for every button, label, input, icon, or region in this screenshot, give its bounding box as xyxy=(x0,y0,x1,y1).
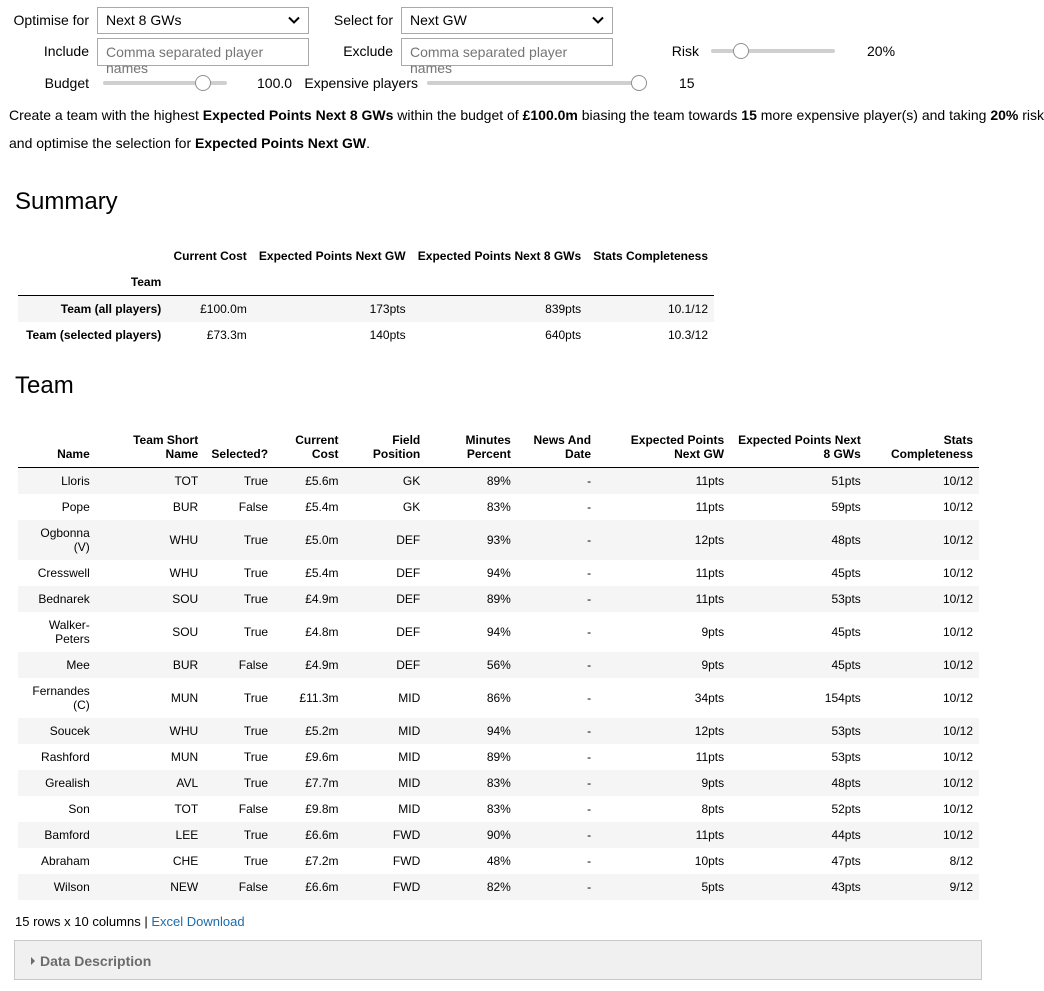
optimise-for-value: Next 8 GWs xyxy=(106,12,182,28)
summary-table xyxy=(18,243,714,348)
player-name: Rashford xyxy=(41,749,90,764)
player-name: Walker-Peters xyxy=(48,617,90,646)
table-cell: £5.4m xyxy=(305,565,339,580)
chevron-down-icon xyxy=(288,14,300,26)
include-input[interactable] xyxy=(97,38,309,76)
table-cell: True xyxy=(243,723,269,738)
table-row xyxy=(18,848,979,874)
table-row xyxy=(18,612,979,652)
summary-title: Summary xyxy=(15,188,118,215)
table-cell: 89% xyxy=(486,473,511,488)
table-cell: MID xyxy=(398,690,421,705)
team-col-header: Team Short Name xyxy=(133,432,199,461)
team-col-header: Stats Completeness xyxy=(890,432,973,461)
table-cell: 10pts xyxy=(694,853,725,868)
table-cell: - xyxy=(587,657,592,672)
table-cell: DEF xyxy=(396,591,421,606)
table-cell: - xyxy=(587,565,592,580)
table-cell: - xyxy=(587,879,592,894)
table-row xyxy=(18,520,979,560)
table-cell: £9.6m xyxy=(305,749,339,764)
table-cell: 48pts xyxy=(831,775,861,790)
table-cell: TOT xyxy=(174,801,199,816)
team-col-header: Current Cost xyxy=(295,432,339,461)
table-cell: True xyxy=(243,473,269,488)
data-description-toggle[interactable] xyxy=(14,940,982,980)
table-cell: 12pts xyxy=(694,532,725,547)
table-cell: False xyxy=(238,879,269,894)
table-cell: 10/12 xyxy=(942,801,973,816)
table-cell: MID xyxy=(398,749,421,764)
table-cell: False xyxy=(238,499,269,514)
team-col-header: Name xyxy=(57,446,90,461)
exclude-placeholder: Comma separated player names xyxy=(410,44,568,76)
table-cell: True xyxy=(243,827,269,842)
table-cell: MID xyxy=(398,775,421,790)
budget-slider[interactable] xyxy=(103,81,227,85)
player-name: Grealish xyxy=(45,775,90,790)
table-row xyxy=(18,796,979,822)
optimise-for-select[interactable] xyxy=(97,7,309,34)
table-cell: 9pts xyxy=(701,624,725,639)
table-row xyxy=(18,678,979,718)
table-cell: TOT xyxy=(174,473,199,488)
table-cell: 94% xyxy=(486,624,511,639)
risk-slider[interactable] xyxy=(711,49,835,53)
description-line-2: and optimise the selection for Expected Points Next GW. xyxy=(9,135,371,151)
table-cell: MUN xyxy=(170,749,199,764)
table-cell: - xyxy=(587,591,592,606)
table-cell: 173pts xyxy=(369,301,406,316)
table-cell: 93% xyxy=(486,532,511,547)
team-table xyxy=(18,427,979,900)
table-cell: 83% xyxy=(486,775,511,790)
table-cell: 10/12 xyxy=(942,690,973,705)
table-cell: 11pts xyxy=(695,749,725,764)
table-cell: - xyxy=(587,801,592,816)
table-cell: £5.0m xyxy=(305,532,339,547)
player-name: Soucek xyxy=(49,723,90,738)
table-cell: AVL xyxy=(176,775,199,790)
player-name: Bednarek xyxy=(38,591,90,606)
player-name: Son xyxy=(68,801,90,816)
table-cell: £7.7m xyxy=(305,775,339,790)
table-cell: - xyxy=(587,775,592,790)
table-cell: 8pts xyxy=(701,801,725,816)
player-name: Ogbonna (V) xyxy=(40,525,90,554)
table-cell: NEW xyxy=(170,879,199,894)
summary-col-header: Expected Points Next GW xyxy=(258,249,406,263)
table-cell: WHU xyxy=(169,565,199,580)
description-line-1: Create a team with the highest Expected Points Next 8 GWs within the budget of £100.0m biasing the team towards 15 more expensive player(s) and taking 20% risk xyxy=(9,107,1044,123)
table-row xyxy=(18,586,979,612)
table-cell: 56% xyxy=(486,657,511,672)
table-cell: True xyxy=(243,532,269,547)
table-cell: - xyxy=(587,473,592,488)
table-cell: 45pts xyxy=(831,565,861,580)
table-cell: £4.9m xyxy=(305,591,339,606)
table-cell: WHU xyxy=(169,532,199,547)
table-cell: True xyxy=(243,624,269,639)
table-cell: SOU xyxy=(172,624,199,639)
table-row xyxy=(18,770,979,796)
table-cell: 10/12 xyxy=(942,565,973,580)
table-cell: 10/12 xyxy=(942,775,973,790)
table-cell: 83% xyxy=(486,801,511,816)
table-cell: 43pts xyxy=(831,879,861,894)
table-cell: £73.3m xyxy=(206,327,247,342)
table-cell: 51pts xyxy=(831,473,861,488)
table-cell: 154pts xyxy=(824,690,861,705)
table-cell: SOU xyxy=(172,591,199,606)
table-row xyxy=(18,744,979,770)
table-cell: WHU xyxy=(169,723,199,738)
table-cell: £9.8m xyxy=(305,801,339,816)
table-cell: 53pts xyxy=(831,749,861,764)
table-cell: 10/12 xyxy=(942,591,973,606)
expensive-players-value: 15 xyxy=(679,75,695,91)
table-cell: £7.2m xyxy=(305,853,339,868)
table-cell: 53pts xyxy=(831,723,861,738)
chevron-down-icon xyxy=(592,14,604,26)
table-cell: 11pts xyxy=(695,473,725,488)
table-cell: 10/12 xyxy=(942,749,973,764)
table-cell: BUR xyxy=(172,499,199,514)
table-cell: £5.2m xyxy=(305,723,339,738)
table-cell: 45pts xyxy=(831,624,861,639)
table-cell: 48pts xyxy=(831,532,861,547)
table-cell: 89% xyxy=(486,591,511,606)
summary-col-header: Current Cost xyxy=(173,249,247,263)
table-cell: £6.6m xyxy=(305,827,339,842)
table-cell: 45pts xyxy=(831,657,861,672)
table-cell: DEF xyxy=(396,532,421,547)
table-cell: 9pts xyxy=(701,775,725,790)
exclude-label: Exclude xyxy=(343,43,393,59)
table-cell: True xyxy=(243,591,269,606)
budget-value: 100.0 xyxy=(257,75,293,91)
table-cell: 11pts xyxy=(695,827,725,842)
table-cell: CHE xyxy=(172,853,199,868)
include-label: Include xyxy=(43,43,89,59)
table-cell: 11pts xyxy=(695,565,725,580)
table-cell: 11pts xyxy=(695,499,725,514)
player-name: Pope xyxy=(61,499,90,514)
table-cell: 11pts xyxy=(695,591,725,606)
budget-slider-handle[interactable] xyxy=(195,75,211,91)
table-cell: LEE xyxy=(175,827,199,842)
summary-row-name: Team (all players) xyxy=(60,301,162,316)
team-col-header: News And Date xyxy=(533,432,592,461)
table-cell: 44pts xyxy=(831,827,861,842)
budget-label: Budget xyxy=(44,75,89,91)
table-cell: DEF xyxy=(396,565,421,580)
expensive-players-slider[interactable] xyxy=(427,81,647,85)
table-cell: FWD xyxy=(392,853,421,868)
table-cell: 12pts xyxy=(694,723,725,738)
summary-col-header: Stats Completeness xyxy=(593,249,708,263)
table-cell: 10/12 xyxy=(942,624,973,639)
table-cell: 83% xyxy=(486,499,511,514)
select-for-value: Next GW xyxy=(410,12,467,28)
table-cell: - xyxy=(587,624,592,639)
table-cell: £11.3m xyxy=(299,690,339,705)
table-cell: 9pts xyxy=(701,657,725,672)
table-cell: FWD xyxy=(392,827,421,842)
table-cell: 9/12 xyxy=(949,879,973,894)
table-cell: 10/12 xyxy=(942,473,973,488)
table-cell: FWD xyxy=(392,879,421,894)
table-cell: £5.4m xyxy=(305,499,339,514)
player-name: Abraham xyxy=(41,853,90,868)
select-for-label: Select for xyxy=(333,12,393,28)
table-cell: MID xyxy=(398,801,421,816)
summary-col-header: Expected Points Next 8 GWs xyxy=(417,249,582,263)
table-cell: 8/12 xyxy=(949,853,973,868)
table-cell: 10/12 xyxy=(942,499,973,514)
table-cell: 94% xyxy=(486,723,511,738)
data-description-label: Data Description xyxy=(40,953,152,969)
table-cell: 52pts xyxy=(831,801,861,816)
player-name: Bamford xyxy=(44,827,90,842)
table-cell: 90% xyxy=(486,827,511,842)
table-cell: MUN xyxy=(170,690,199,705)
table-cell: DEF xyxy=(396,657,421,672)
table-cell: £5.6m xyxy=(305,473,339,488)
select-for-select[interactable] xyxy=(401,7,613,34)
table-cell: £6.6m xyxy=(305,879,339,894)
table-cell: GK xyxy=(402,473,421,488)
excel-download-link[interactable]: Excel Download xyxy=(151,914,245,929)
table-row xyxy=(18,494,979,520)
table-cell: 839pts xyxy=(545,301,582,316)
team-col-header: Expected Points Next GW xyxy=(630,432,725,461)
player-name: Fernandes (C) xyxy=(32,683,90,712)
table-cell: True xyxy=(243,565,269,580)
table-cell: 47pts xyxy=(831,853,861,868)
table-cell: BUR xyxy=(172,657,199,672)
table-cell: 10/12 xyxy=(942,532,973,547)
risk-label: Risk xyxy=(671,43,699,59)
table-row xyxy=(18,822,979,848)
player-name: Mee xyxy=(66,657,90,672)
table-cell: 10/12 xyxy=(942,657,973,672)
risk-value: 20% xyxy=(867,43,896,59)
table-row xyxy=(18,467,979,494)
table-cell: 5pts xyxy=(701,879,725,894)
table-row xyxy=(18,718,979,744)
table-row xyxy=(18,560,979,586)
table-cell: 640pts xyxy=(545,327,582,342)
table-cell: £100.0m xyxy=(200,301,247,316)
table-cell: True xyxy=(243,690,269,705)
table-cell: 89% xyxy=(486,749,511,764)
table-cell: 59pts xyxy=(831,499,861,514)
table-cell: 53pts xyxy=(831,591,861,606)
player-name: Cresswell xyxy=(37,565,90,580)
table-cell: False xyxy=(238,657,269,672)
table-cell: £4.8m xyxy=(305,624,339,639)
table-footer xyxy=(15,914,245,929)
expensive-players-label: Expensive players xyxy=(304,75,418,91)
table-cell: 10/12 xyxy=(942,723,973,738)
table-row xyxy=(18,874,979,900)
team-col-header: Expected Points Next 8 GWs xyxy=(738,432,861,461)
table-cell: 82% xyxy=(486,879,511,894)
player-name: Wilson xyxy=(53,879,90,894)
risk-slider-handle[interactable] xyxy=(733,43,749,59)
table-row xyxy=(18,295,714,322)
table-cell: - xyxy=(587,723,592,738)
table-cell: True xyxy=(243,749,269,764)
table-cell: False xyxy=(238,801,269,816)
summary-index-label: Team xyxy=(130,274,162,289)
table-cell: 140pts xyxy=(369,327,406,342)
team-col-header: Selected? xyxy=(211,446,269,461)
table-cell: 94% xyxy=(486,565,511,580)
optimise-for-label: Optimise for xyxy=(13,12,89,28)
table-cell: - xyxy=(587,532,592,547)
table-row xyxy=(18,322,714,348)
table-cell: True xyxy=(243,853,269,868)
table-row xyxy=(18,652,979,678)
caret-right-icon xyxy=(31,957,35,965)
exclude-input[interactable] xyxy=(401,38,613,76)
table-cell: 10/12 xyxy=(942,827,973,842)
player-name: Lloris xyxy=(61,473,90,488)
table-cell: 10.1/12 xyxy=(667,301,708,316)
table-cell: 34pts xyxy=(694,690,725,705)
table-cell: - xyxy=(587,749,592,764)
table-cell: - xyxy=(587,499,592,514)
table-cell: 86% xyxy=(486,690,511,705)
expensive-players-slider-handle[interactable] xyxy=(631,75,647,91)
rows-info: 15 rows x 10 columns | xyxy=(15,914,152,929)
summary-row-name: Team (selected players) xyxy=(26,327,162,342)
table-cell: DEF xyxy=(396,624,421,639)
table-cell: £4.9m xyxy=(305,657,339,672)
table-cell: MID xyxy=(398,723,421,738)
team-col-header: Minutes Percent xyxy=(465,432,511,461)
table-cell: GK xyxy=(402,499,421,514)
team-title: Team xyxy=(15,372,74,399)
table-cell: - xyxy=(587,853,592,868)
team-col-header: Field Position xyxy=(372,432,421,461)
include-placeholder: Comma separated player names xyxy=(106,44,264,76)
table-cell: - xyxy=(587,690,592,705)
table-cell: True xyxy=(243,775,269,790)
table-cell: 48% xyxy=(486,853,511,868)
table-cell: 10.3/12 xyxy=(667,327,708,342)
table-cell: - xyxy=(587,827,592,842)
